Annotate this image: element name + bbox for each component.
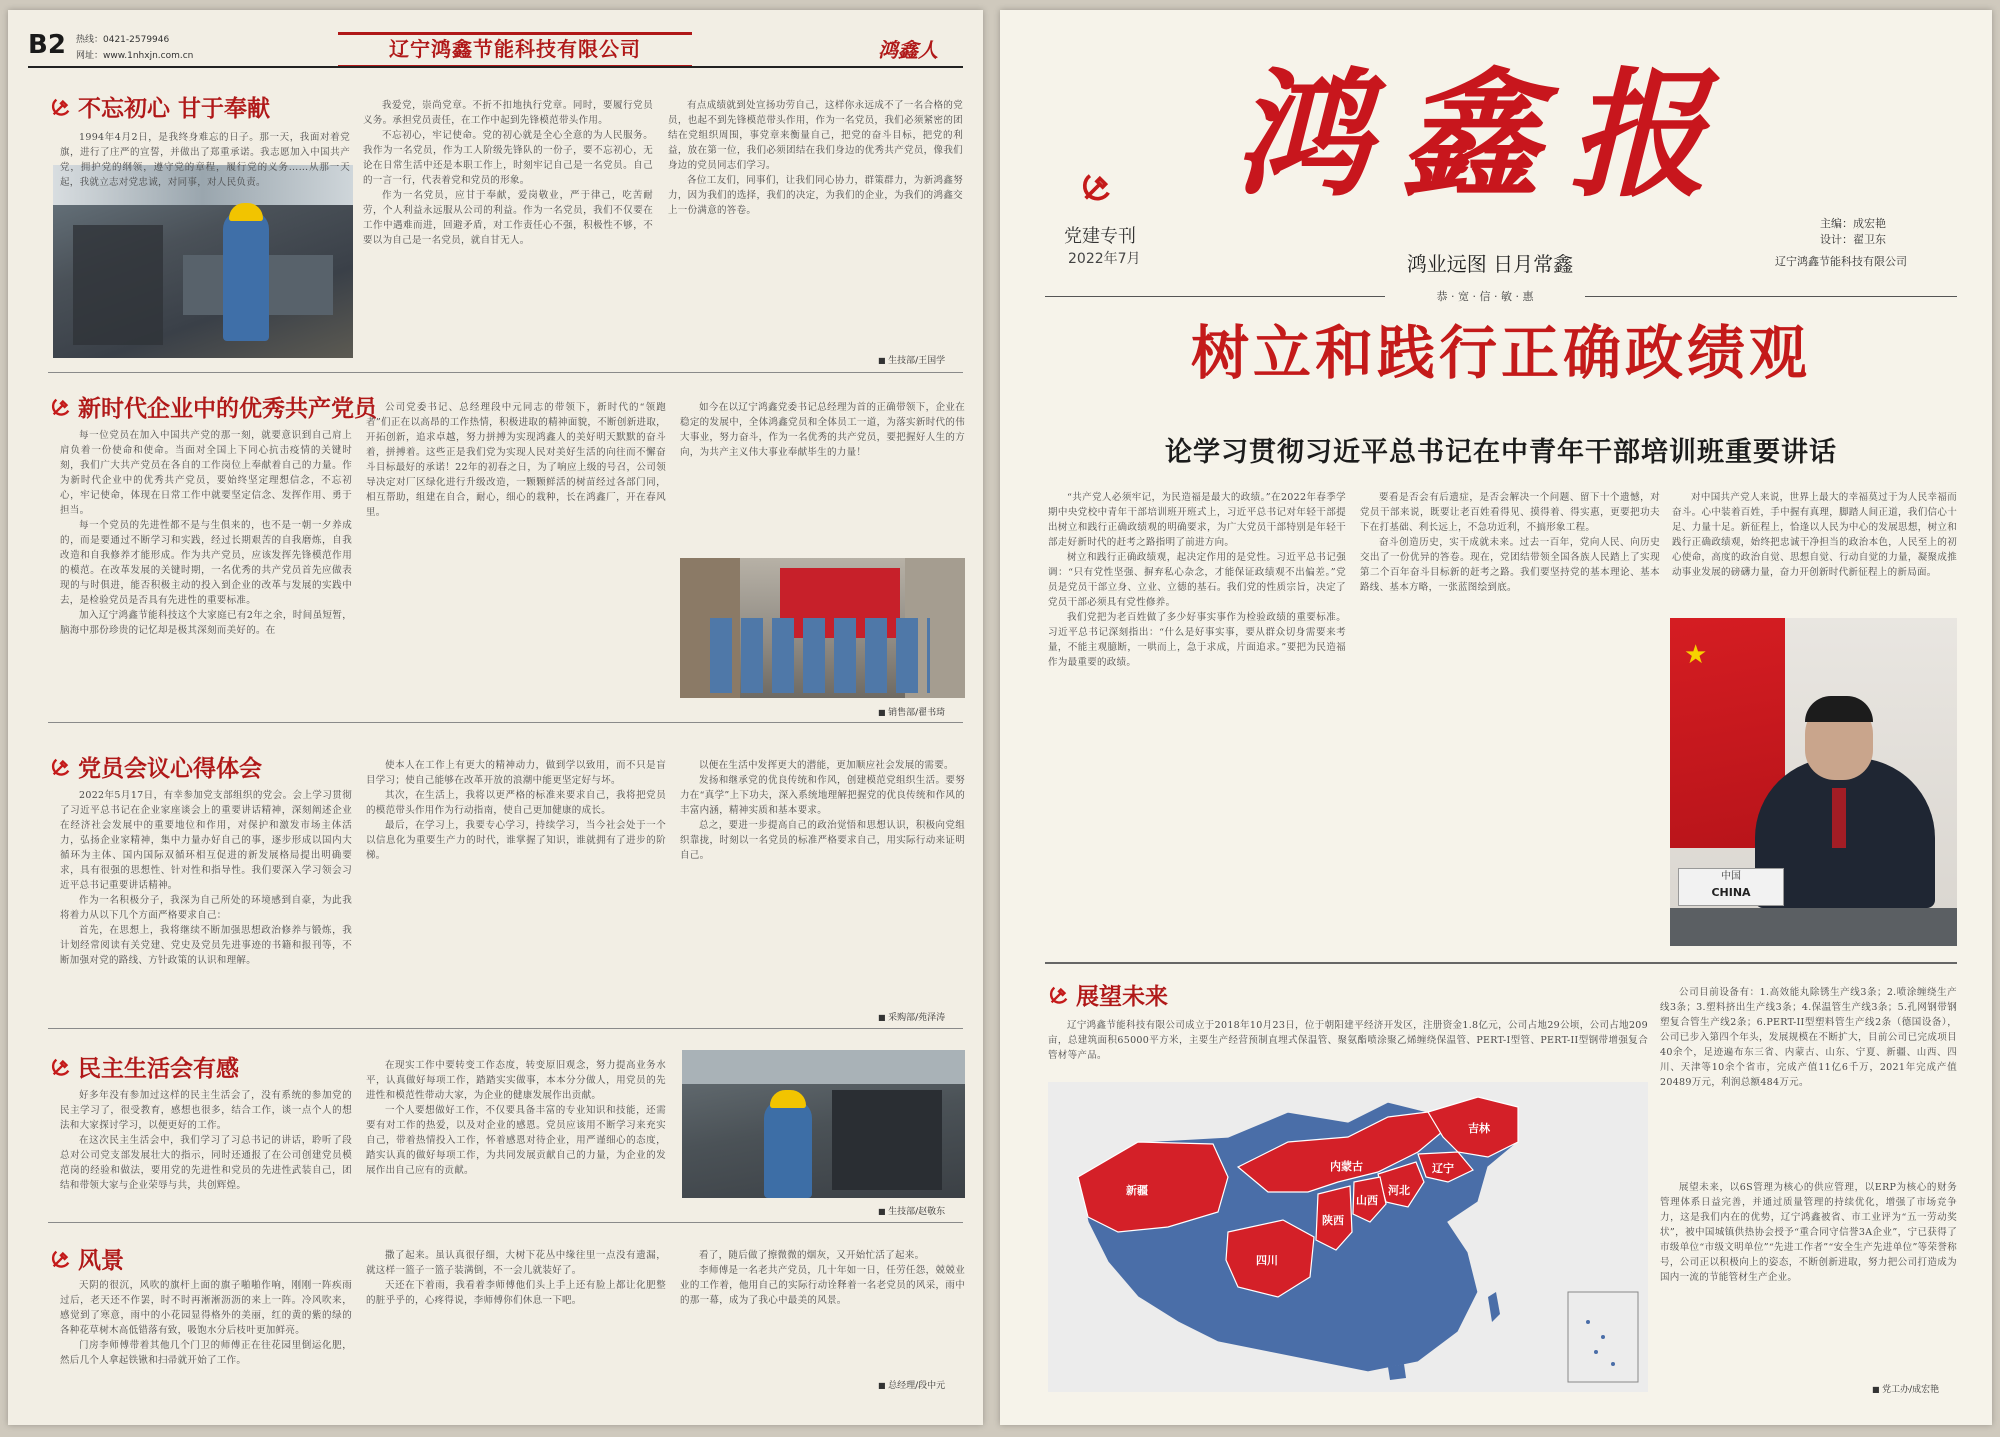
divider — [48, 722, 963, 723]
article-1-col-3: 有点成绩就到处宣扬功劳自己，这样你永远成不了一名合格的党员，也起不到先锋模范带头作用，作为一名党员，我们必须紧密的团结在党组织周围，事党章来衡量自己，把党的奋斗目标，把党的利益，放在第一位，我们必须团结在我们身边的优秀共产党员，像我们身边的党员同志们学习。 各位工友们，同事们，让我们同心协力，群策群力，为新鸿鑫努力，因为我们的选择，我们的决定，为我们的企业，为我们的鸿鑫交上一份满意的答卷。 — [668, 100, 963, 216]
header-company-banner — [338, 32, 692, 68]
special-issue-label: 党建专刊 — [1064, 226, 1136, 247]
article-title-5: 风景 — [50, 1242, 124, 1275]
map-label-shanxi: 山西 — [1356, 1194, 1378, 1207]
lead-col-2: 要看是否会有后遗症，是否会解决一个问题、留下十个遗憾，对党员干部来说，既要让老百姓看得见、摸得着、得实惠，更要把功夫下在打基础、利长远上，不急功近利，不搞形象工程。 奋斗创造历史，实干成就未来。过去一百年，党向人民、向历史交出了一份优异的答卷。现在，党团结带领全国各族人民踏上了实现第二个百年奋斗目标新的赶考之路。我们要坚持党的基本理论、基本路线、基本方略，一张蓝图绘到底。 — [1360, 492, 1660, 593]
lead-col-1: “共产党人必须牢记，为民造福是最大的政绩。”在2022年春季学期中央党校中青年干部培训班开班式上，习近平总书记对年轻干部提出树立和践行正确政绩观的明确要求，为广大党员干部特别是年轻干部走好新时代的赶考之路指明了前进方向。 树立和践行正确政绩观，起决定作用的是党性。习近平总书记强调：“只有党性坚强、摒弃私心杂念，才能保证政绩观不出偏差。”党员是党员干部立身、立业、立德的基石。我们党的性质宗旨，决定了党员干部必须具有党性修养。 我们党把为老百姓做了多少好事实事作为检验政绩的重要标准。习近平总书记深刻指出：“什么是好事实事，要从群众切身需要来考量，不能主观臆断，一哄而上，急于求成，片面追求。”要把为民造福作为最重要的政绩。 — [1048, 492, 1346, 668]
motto: 恭 · 宽 · 信 · 敏 · 惠 — [1436, 290, 1534, 303]
article-2-col-3: 如今在以辽宁鸿鑫党委书记总经理为首的正确带领下，企业在稳定的发展中，全体鸿鑫党员和全体员工一道，为落实新时代的伟大事业，努力奋斗，作为一名优秀的共产党员，要把握好人生的方向，为共产主义伟大事业奉献毕生的力量！ — [680, 402, 965, 458]
article-4-col-2: 在现实工作中要转变工作态度，转变原旧观念，努力提高业务水平，认真做好每项工作，踏踏实实做事，本本分分做人，用党员的先进性和模范性带动大家，为企业的健康发展作出贡献。 一个人要想做好工作，不仅要具备丰富的专业知识和技能，还需要有对工作的热爱，以及对企业的感恩。党员应该用不断学习来充实自己，带着热情投入工作，怀着感恩对待企业，用严谨细心的态度，踏实认真的做好每项工作，为共同发展贡献自己的力量，为企业的发展作出自己应有的贡献。 — [366, 1060, 666, 1176]
party-emblem-icon — [50, 96, 72, 118]
page-number: B2 — [28, 30, 66, 60]
article-5-byline: ■ 总经理/段中元 — [878, 1378, 945, 1391]
map-label-neimenggu: 内蒙古 — [1330, 1160, 1363, 1173]
editor-label: 主编：成宏艳 — [1820, 217, 1886, 230]
divider — [48, 372, 963, 373]
party-emblem-icon — [50, 1248, 72, 1270]
hardhat-icon — [770, 1090, 806, 1108]
article-2-byline: ■ 销售部/翟书琦 — [878, 705, 945, 718]
header-company-name: 辽宁鸿鑫节能科技有限公司 — [389, 37, 641, 61]
map-label-xinjiang: 新疆 — [1126, 1184, 1148, 1197]
subheadline: 论学习贯彻习近平总书记在中青年干部培训班重要讲话 — [1165, 437, 1837, 468]
future-byline: ■ 党工办/成宏艳 — [1872, 1382, 1939, 1395]
nameplate: 中国 CHINA — [1678, 868, 1784, 906]
article-3-col-2: 使本人在工作上有更大的精神动力，做到学以致用，而不只是盲目学习；使自己能够在改革开放的浪潮中能更坚定好与坏。 其次，在生活上，我将以更严格的标准来要求自己，我将把党员的模范带头作用作为行动指南，使自己更加健康的成长。 最后，在学习上，我要专心学习，持续学习，当今社会处于一个以信息化为重要生产力的时代，谁掌握了知识，谁就拥有了进步的阶梯。 — [366, 760, 666, 861]
article-title-4: 民主生活会有感 — [50, 1050, 239, 1083]
map-label-sichuan: 四川 — [1256, 1254, 1278, 1267]
designer-label: 设计：翟卫东 — [1820, 233, 1886, 246]
article-2-col-2: 公司党委书记、总经理段中元同志的带领下，新时代的“领跑者”们正在以高昂的工作热情，积极进取的精神面貌，不断创新进取，开拓创新，追求卓越，努力拼搏为实现鸿鑫人的美好明天默默的奋斗着，拼搏着。这些正是我们党为实现人民对美好生活的向往而不懈奋斗目标最好的承诺！22年的初春之日，为了响应上级的号召，公司领导决定对厂区绿化进行升级改造，一颗颗鲜活的树苗经过各部门同，相互帮助，组建在自合，耐心，细心的栽种，长在鸿鑫厂，开在春风里。 — [366, 402, 666, 518]
china-map-svg — [1048, 1082, 1648, 1392]
website: 网址：www.1nhxjn.com.cn — [76, 51, 194, 61]
masthead-company: 辽宁鸿鑫节能科技有限公司 — [1775, 255, 1907, 268]
party-emblem-icon — [1048, 984, 1070, 1006]
future-col-2: 公司目前设备有：1.高效能丸除锈生产线3条；2.喷涂缠绕生产线3条；3.塑料挤出生产线3条；4.保温管生产线3条；5.孔网钢带钢塑复合管生产线2条；6.PERT-II型塑料管生产线2条（德国设备），公司已步入第四个年头，发展规模在不断扩大，目前公司已完成项目40余个，足迹遍布东三省、内蒙古、山东、宁夏、新疆、山西、四川、天津等10余个省市，完成产值11亿6千万，2021年完成产值20489万元，利润总额484万元。 — [1660, 987, 1957, 1088]
map-island-taiwan — [1488, 1292, 1500, 1322]
article-2-col-1: 每一位党员在加入中国共产党的那一刻，就要意识到自己肩上肩负着一份使命和使命。当面对全国上下同心抗击疫情的关键时刻，我们广大共产党员在各自的工作岗位上奉献着自己的力量。作为新时代企业中的优秀共产党员，要始终坚定理想信念，不忘初心，牢记使命，体现在日常工作中就要坚定信念、发挥作用、勇于担当。 每一个党员的先进性都不是与生俱来的，也不是一朝一夕养成的，而是要通过不断学习和实践，经过长期艰苦的自我磨炼，自我改造和自我修养才能形成。作为共产党员，应该发挥先锋模范作用的模范。在改革发展的关键时期，一名优秀的共产党员首先应做表现的与时俱进，能否积极主动的投入到企业的改革与发展的实践中去，是检验党员是否具有先进性的重要标准。 加入辽宁鸿鑫节能科技这个大家庭已有2年之余，时间虽短暂，脑海中那份珍贵的记忆却是极其深刻而美好的。在 — [60, 430, 352, 636]
masthead-rule-right — [1585, 296, 1957, 297]
article-1-photo — [53, 165, 353, 358]
map-label-hebei: 河北 — [1388, 1184, 1410, 1197]
masthead-title: 鸿鑫报 — [1232, 53, 1737, 216]
future-col-1: 辽宁鸿鑫节能科技有限公司成立于2018年10月23日，位于朝阳建平经济开发区，注册资金1.8亿元，公司占地29公顷，公司占地209亩，总建筑面积65000平方米，主要生产经营预制直埋式保温管、聚氨酯喷涂聚乙烯缠绕保温管、PERT-I型管、PERT-II型钢带增强复合管材等产品。 — [1048, 1020, 1648, 1061]
article-5-col-3: 看了，随后做了擦微微的烟灰，又开始忙活了起来。 李师傅是一名老共产党员，几十年如一日，任劳任怨，兢兢业业的工作着，他用自己的实际行动诠释着一名老党员的风采，雨中的那一幕，成为了我心中最美的风景。 — [680, 1250, 965, 1306]
worker-figure — [223, 211, 269, 341]
future-col-3: 展望未来，以6S管理为核心的供应管理，以ERP为核心的财务管理体系日益完善，并通过质量管理的持续优化，增强了市场竞争力，这是我们内在的优势，辽宁鸿鑫被省、市工业评为“五一劳动奖状”，被中国城镇供热协会授予“重合同守信誉3A企业”，宁已获得了市级单位“市级文明单位”“先进工作者”“安全生产先进单位”等荣誉称号，公司正以积极向上的姿态，不断创新进取，努力把公司打造成为国内一流的节能管材生产企业。 — [1660, 1182, 1957, 1283]
article-2-group-photo — [680, 558, 965, 698]
article-title-2: 新时代企业中的优秀共产党员 — [50, 390, 377, 423]
article-title-3: 党员会议心得体会 — [50, 750, 262, 783]
leader-photo: ★ 中国 CHINA — [1670, 618, 1957, 946]
article-1-byline: ■ 生技部/王国学 — [878, 353, 945, 366]
lead-col-3: 对中国共产党人来说，世界上最大的幸福莫过于为人民幸福而奋斗。心中装着百姓，手中握有真理，脚踏人间正道，我们信心十足、力量十足。新征程上，恰逢以人民为中心的发展思想，树立和践行正确政绩观，始终把忠诚干净担当的政治本色，人民至上的初心使命，高度的政治自觉、思想自觉、行动自觉的力量，凝聚成推动事业发展的磅礴力量，奋力开创新时代新征程上的新局面。 — [1672, 492, 1957, 578]
party-emblem-icon — [50, 756, 72, 778]
divider — [1045, 962, 1957, 964]
group-people — [710, 618, 930, 693]
article-5-col-1: 天阴的很沉，风吹的旗杆上面的旗子啪啪作响，刚刚一阵疾雨过后，老天还不作罢，时不时再淅淅沥沥的来上一阵。冷风吹来，感觉到了寒意，雨中的小花园显得格外的美丽，红的黄的紫的绿的各种花草树木高低错落有致，吸饱水分后枝叶更加鲜亮。 门房李师傅带着其他几个门卫的师傅正在往花园里倒运化肥，然后几个人拿起铁锹和扫帚就开始了工作。 — [60, 1280, 352, 1366]
masthead-rule-left — [1045, 296, 1385, 297]
divider — [48, 1222, 963, 1223]
left-page — [8, 10, 983, 1425]
article-4-photo — [682, 1050, 965, 1198]
map-label-liaoning: 辽宁 — [1432, 1162, 1454, 1175]
article-3-col-1: 2022年5月17日，有幸参加党支部组织的党会。会上学习贯彻了习近平总书记在企业家座谈会上的重要讲话精神，深刻阐述企业在经济社会发展中的重要地位和作用，对保护和激发市场主体活力，弘扬企业家精神，集中力量办好自己的事，逐步形成以国内大循环为主体、国内国际双循环相互促进的新发展格局提出明确要求，具有很强的思想性、针对性和指导性。我们要深入学习领会习近平总书记重要讲话精神。 作为一名积极分子，我深为自己所处的环境感到自豪，为此我将着力从以下几个方面严格要求自己： 首先，在思想上，我将继续不断加强思想政治修养与锻炼，我计划经常阅读有关党建、党史及党员先进事迹的书籍和报刊等，不断加强对党的路线、方针政策的认识和理解。 — [60, 790, 352, 966]
header-brand-script: 鸿鑫人 — [878, 38, 938, 62]
header-rule — [28, 66, 963, 68]
worker-figure — [764, 1100, 812, 1198]
hotline: 热线：0421-2579946 — [76, 35, 170, 45]
china-map — [1048, 1082, 1648, 1392]
map-label-shaanxi: 陕西 — [1322, 1214, 1344, 1227]
map-label-jilin: 吉林 — [1468, 1122, 1490, 1135]
headline: 树立和践行正确政绩观 — [1190, 319, 1811, 387]
divider — [48, 1028, 963, 1029]
right-page — [1000, 10, 1992, 1425]
masthead-emblem-wrap — [1080, 170, 1114, 208]
party-emblem-icon — [50, 396, 72, 418]
masthead-slogan: 鸿业远图 日月常鑫 — [1406, 252, 1574, 276]
article-1-col-2: 我爱党，崇尚党章。不折不扣地执行党章。同时，要履行党员义务。承担党员责任，在工作中起到先锋模范带头作用。 不忘初心，牢记使命。党的初心就是全心全意的为人民服务。我作为一名党员，作为工人阶级先锋队的一份子，要不忘初心，无论在日常生活中还是本职工作上，时刻牢记自己是一名党员。自己的一言一行，代表着党和党员的形象。 作为一名党员，应甘于奉献，爱岗敬业，严于律己，吃苦耐劳，个人利益永远服从公司的利益。作为一名党员，我们不仅要在工作中遇难而进，回避矛盾，对工作责任心不强，积极性不够，不要以为自己是一名党员，就自甘无人。 — [363, 100, 653, 246]
article-5-col-2: 撒了起来。虽认真很仔细，大树下花丛中缘往里一点没有遗漏，就这样一篮子一篮子装满倒，不一会儿就装好了。 天还在下着雨，我看着李师傅他们头上手上还有脸上都让化肥整的脏乎乎的，心疼得说，李师傅你们休息一下吧。 — [366, 1250, 666, 1306]
article-4-col-1: 好多年没有参加过这样的民主生活会了，没有系统的参加党的民主学习了，很受教育，感想也很多，结合工作，谈一点个人的想法和大家探讨学习，以便更好的工作。 在这次民主生活会中，我们学习了习总书记的讲话，聆听了段总对公司党支部发展壮大的指示，同时还通报了在公司创建党员模范岗的经验和做法，要用党的先进性和党员的先进性武装自己，团结和带领大家与企业荣辱与共，共创辉煌。 — [60, 1090, 352, 1191]
page-header — [28, 26, 963, 68]
party-emblem-icon — [50, 1056, 72, 1078]
issue-date: 2022年7月 — [1068, 251, 1141, 267]
party-emblem-icon — [1080, 170, 1114, 204]
section-future-title: 展望未来 — [1048, 978, 1168, 1011]
article-title-1: 不忘初心 甘于奉献 — [50, 90, 270, 123]
article-4-byline: ■ 生技部/赵敬东 — [878, 1204, 945, 1217]
hardhat-icon — [229, 203, 263, 221]
article-1-intro: 1994年4月2日，是我终身难忘的日子。那一天，我面对着党旗，进行了庄严的宣誓，并做出了郑重承诺。我志愿加入中国共产党，拥护党的纲领，遵守党的章程，履行党的义务……从那一天起，我就立志对党忠诚，对同事，对人民负责。 — [60, 132, 350, 188]
article-3-col-3: 以便在生活中发挥更大的潜能，更加顺应社会发展的需要。 发扬和继承党的优良传统和作风，创建模范党组织生活。要努力在“真学”上下功夫，深入系统地理解把握党的优良传统和作风的丰富内涵，精神实质和基本要求。 总之，要进一步提高自己的政治觉悟和思想认识，积极向党组织靠拢，时刻以一名党员的标准严格要求自己，用实际行动来证明自己。 — [680, 760, 965, 861]
article-3-byline: ■ 采购部/苑泽涛 — [878, 1010, 945, 1023]
